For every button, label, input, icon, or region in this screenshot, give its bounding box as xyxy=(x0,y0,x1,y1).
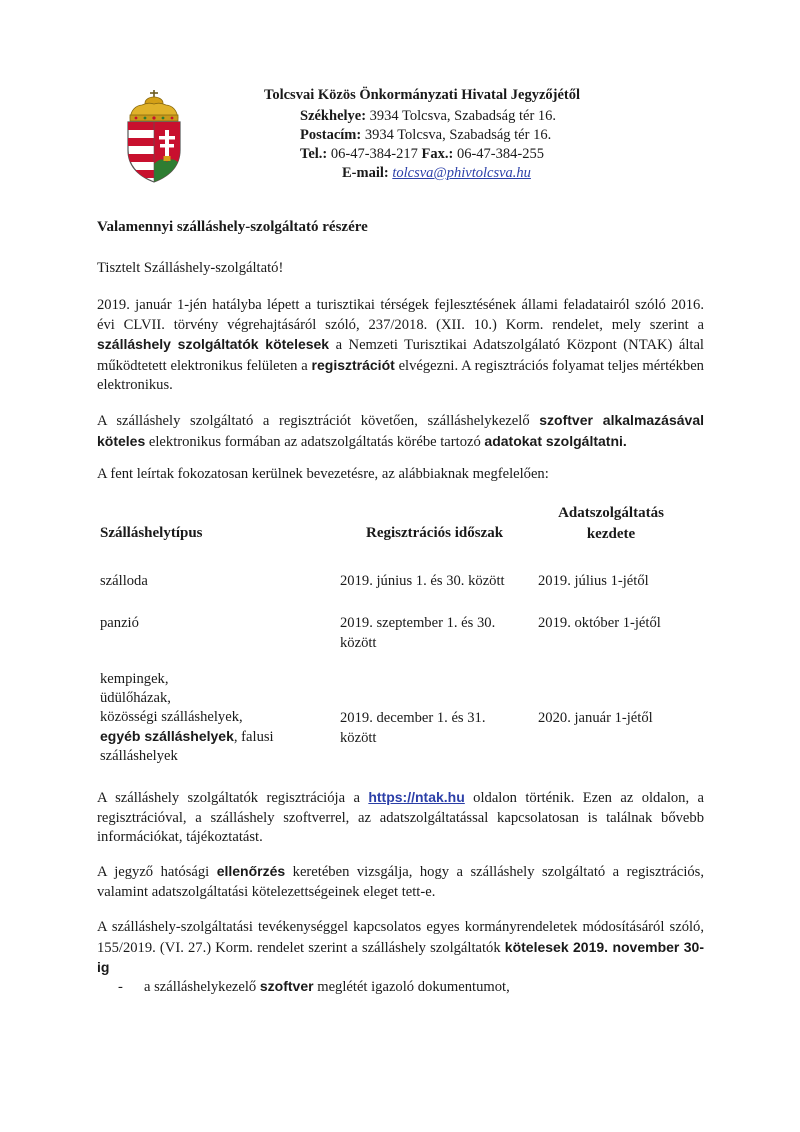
ntak-link[interactable]: https://ntak.hu xyxy=(368,789,465,805)
row-period: 2019. december 1. és 31. között xyxy=(340,710,486,746)
office-name: Tolcsvai Közös Önkormányzati Hivatal Jegyzőjétől xyxy=(264,87,581,103)
fax-value: 06-47-384-255 xyxy=(456,146,544,162)
seat-value: 3934 Tolcsva, Szabadság tér 16. xyxy=(369,108,557,124)
list-dash: - xyxy=(118,979,123,995)
postal-line xyxy=(300,126,551,145)
row-period: 2019. június 1. és 30. között xyxy=(340,573,505,589)
seat-label: Székhelye: xyxy=(300,108,367,124)
text: a szálláshelykezelő xyxy=(144,979,260,995)
row-type xyxy=(100,670,274,766)
text: a Nemzeti Turisztikai Adatszolgálató Központ (NTAK) által működtetett elektronikus felületen a xyxy=(97,337,704,374)
text: elektronikus formában az adatszolgáltatás körébe tartozó xyxy=(145,433,485,450)
bold-text: regisztrációt xyxy=(311,356,395,373)
text: oldalon történik. Ezen az oldalon, a regisztrációval, a szálláshely szoftverrel, az adatszolgáltatással kapcsolatosan is találnak bővebb információkat, tájékoztatást. xyxy=(97,790,704,845)
text: keretében vizsgálja, hogy a szálláshely szolgáltató a regisztrációs, valamint adatszolgáltatási kötelezettségeinek eleget tett-e. xyxy=(97,864,705,900)
paragraph-deadline xyxy=(97,918,704,979)
text: A jegyző hatósági xyxy=(97,864,217,880)
text: A szálláshely szolgáltató a regisztrációt követően, szálláshelykezelő xyxy=(97,413,540,429)
bold-text: ellenőrzés xyxy=(216,863,286,879)
table-header-type: Szálláshelytípus xyxy=(100,525,203,541)
email-link[interactable]: tolcsva@phivtolcsva.hu xyxy=(392,165,531,181)
paragraph-inspection xyxy=(97,862,704,902)
bold-text: szoftver alkalmazásával köteles xyxy=(97,412,704,449)
bold-text: szálláshely szolgáltatók kötelesek xyxy=(97,336,330,352)
subject-heading: Valamennyi szálláshely-szolgáltató részére xyxy=(97,219,368,235)
type-line xyxy=(100,727,274,747)
list-item xyxy=(118,977,510,998)
type-line: szálláshelyek xyxy=(100,748,178,764)
row-type: panzió xyxy=(100,615,139,631)
tel-label: Tel.: xyxy=(300,146,328,162)
text: elvégezni. A regisztrációs folyamat teljes mértékben elektronikus. xyxy=(97,357,704,393)
bold-text: egyéb szálláshelyek xyxy=(100,728,234,744)
paragraph-phasing: A fent leírtak fokozatosan kerülnek bevezetésre, az alábbiaknak megfelelően: xyxy=(97,466,549,482)
text: 2019. január 1-jén hatályba lépett a turisztikai térségek fejlesztésének állami feladatairól szóló 2016. évi CLVII. törvény végrehajtásáról szóló, 237/2018. (XII. 10.) Korm. rendelet, mely szerint a xyxy=(97,297,704,333)
bold-text: adatokat szolgáltatni. xyxy=(484,432,627,449)
shield xyxy=(128,122,180,184)
type-line: üdülőházak, xyxy=(100,690,171,706)
email-line xyxy=(342,164,531,183)
table-header-period: Regisztrációs időszak xyxy=(366,525,504,541)
text: meglétét igazoló dokumentumot, xyxy=(313,979,510,995)
table-header-start: Adatszolgáltatás kezdete xyxy=(558,505,664,542)
type-line: közösségi szálláshelyek, xyxy=(100,709,243,725)
paragraph-ntak xyxy=(97,788,704,848)
text: , falusi xyxy=(233,729,274,745)
row-type: szálloda xyxy=(100,573,148,589)
bold-text: szoftver xyxy=(259,978,314,994)
crown xyxy=(130,90,178,121)
postal-label: Postacím: xyxy=(300,127,362,143)
row-start: 2019. július 1-jétől xyxy=(538,573,649,589)
row-start: 2019. október 1-jétől xyxy=(538,615,661,631)
row-start: 2020. január 1-jétől xyxy=(538,710,653,726)
coat-of-arms-icon xyxy=(122,88,186,184)
paragraph-registration xyxy=(97,296,704,396)
tel-value: 06-47-384-217 xyxy=(330,146,418,162)
paragraph-data-supply xyxy=(97,411,704,452)
fax-label: Fax.: xyxy=(421,146,454,162)
row-period: 2019. szeptember 1. és 30. között xyxy=(340,615,496,651)
text: A szálláshely szolgáltatók regisztrációja a xyxy=(97,790,369,806)
salutation: Tisztelt Szálláshely-szolgáltató! xyxy=(97,260,284,276)
postal-value: 3934 Tolcsva, Szabadság tér 16. xyxy=(364,127,552,143)
phone-line xyxy=(300,145,544,164)
email-label: E-mail: xyxy=(342,165,389,181)
text: A szálláshely-szolgáltatási tevékenységgel kapcsolatos egyes kormányrendeletek módosításáról szóló, 155/2019. (VI. 27.) Korm. rendelet szerint a szálláshely szolgáltatók xyxy=(97,919,704,956)
type-line: kempingek, xyxy=(100,671,169,687)
seat-line xyxy=(300,107,556,126)
bold-text: kötelesek 2019. november 30-ig xyxy=(97,938,704,975)
